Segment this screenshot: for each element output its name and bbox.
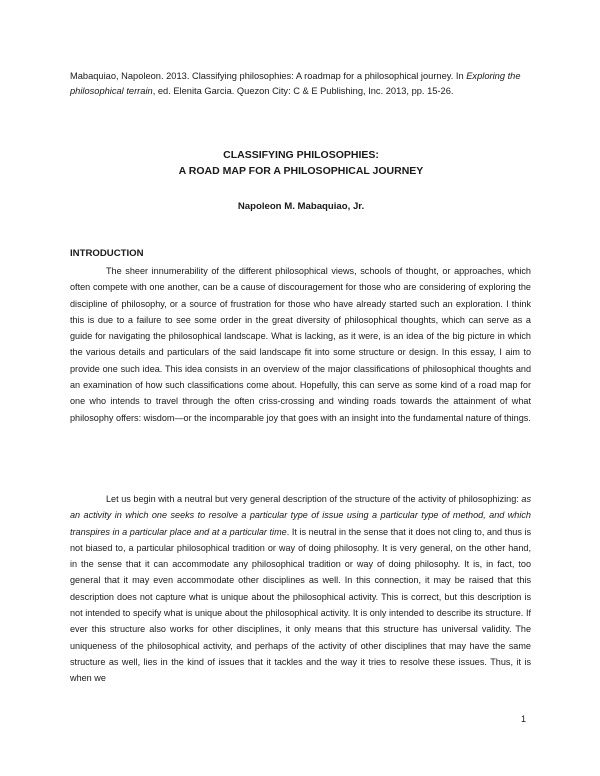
- paragraph-2-start: Let us begin with a neutral but very general description of the structure of the activity of philosophizing:: [106, 494, 522, 504]
- paragraph-2-text: [70, 491, 531, 687]
- title-line-1: CLASSIFYING PHILOSOPHIES:: [223, 149, 379, 161]
- paragraph-2: [70, 491, 531, 687]
- author-name: Napoleon M. Mabaquiao, Jr.: [237, 201, 365, 212]
- title-line-2: A ROAD MAP FOR A PHILOSOPHICAL JOURNEY: [178, 165, 424, 177]
- citation-suffix: , ed. Elenita Garcia. Quezon City: C & E Publishing, Inc. 2013, pp. 15-26.: [152, 86, 454, 96]
- paragraph-2-rest: . It is neutral in the sense that it does not cling to, and thus is not biased to, a particular philosophical tradition or way of doing philosophy. It is very general, on the other hand, in the sense that it can accommodate any philosophical tradition or way of doing philosophy. It is, in fact, too general that it may even accommodate other disciplines as well. In this connection, it may be raised that this description does not capture what is unique about the philosophical activity. This is correct, but this description is not intended to specify what is unique about the philosophical activity. It is only intended to describe its structure. If ever this structure also works for other disciplines, it only means that this structure has universal validity. The uniqueness of the philosophical activity, and perhaps of the activity of other disciplines that may have the same structure as well, lies in the kind of issues that it tackles and the way it tries to resolve these issues. Thus, it is when we: [70, 526, 531, 684]
- citation: [70, 69, 532, 99]
- page-number: 1: [521, 714, 527, 724]
- citation-book-title: Exploring the philosophical terrain: [70, 71, 521, 96]
- paragraph-1: [70, 263, 531, 426]
- paragraph-1-text: The sheer innumerability of the different philosophical views, schools of thought, or approaches, which often compete with one another, can be a cause of discouragement for those who are considering of exploring the discipline of philosophy, or a source of frustration for those who have already started such an exploration. I think this is due to a failure to see some order in the great diversity of philosophical thoughts, which can serve as a guide for navigating the philosophical landscape. What is lacking, as it were, is an idea of the big picture in which the various details and particulars of the said landscape fit into some structure or design. In this essay, I aim to provide one such idea. This idea consists in an overview of the major classifications of philosophical thoughts and an examination of how such classifications come about. Hopefully, this can serve as some kind of a road map for one who intends to travel through the often criss-crossing and winding roads towards the attainment of what philosophy offers: wisdom—or the incomparable joy that goes with an insight into the fundamental nature of things.: [70, 266, 531, 423]
- paragraph-2-italic: as an activity in which one seeks to resolve a particular type of issue using a particular type of method, and which transpires in a particular place and at a particular time: [70, 494, 531, 537]
- citation-prefix: Mabaquiao, Napoleon. 2013. Classifying philosophies: A roadmap for a philosophical journey. In: [70, 71, 467, 81]
- section-heading: INTRODUCTION: [70, 248, 144, 259]
